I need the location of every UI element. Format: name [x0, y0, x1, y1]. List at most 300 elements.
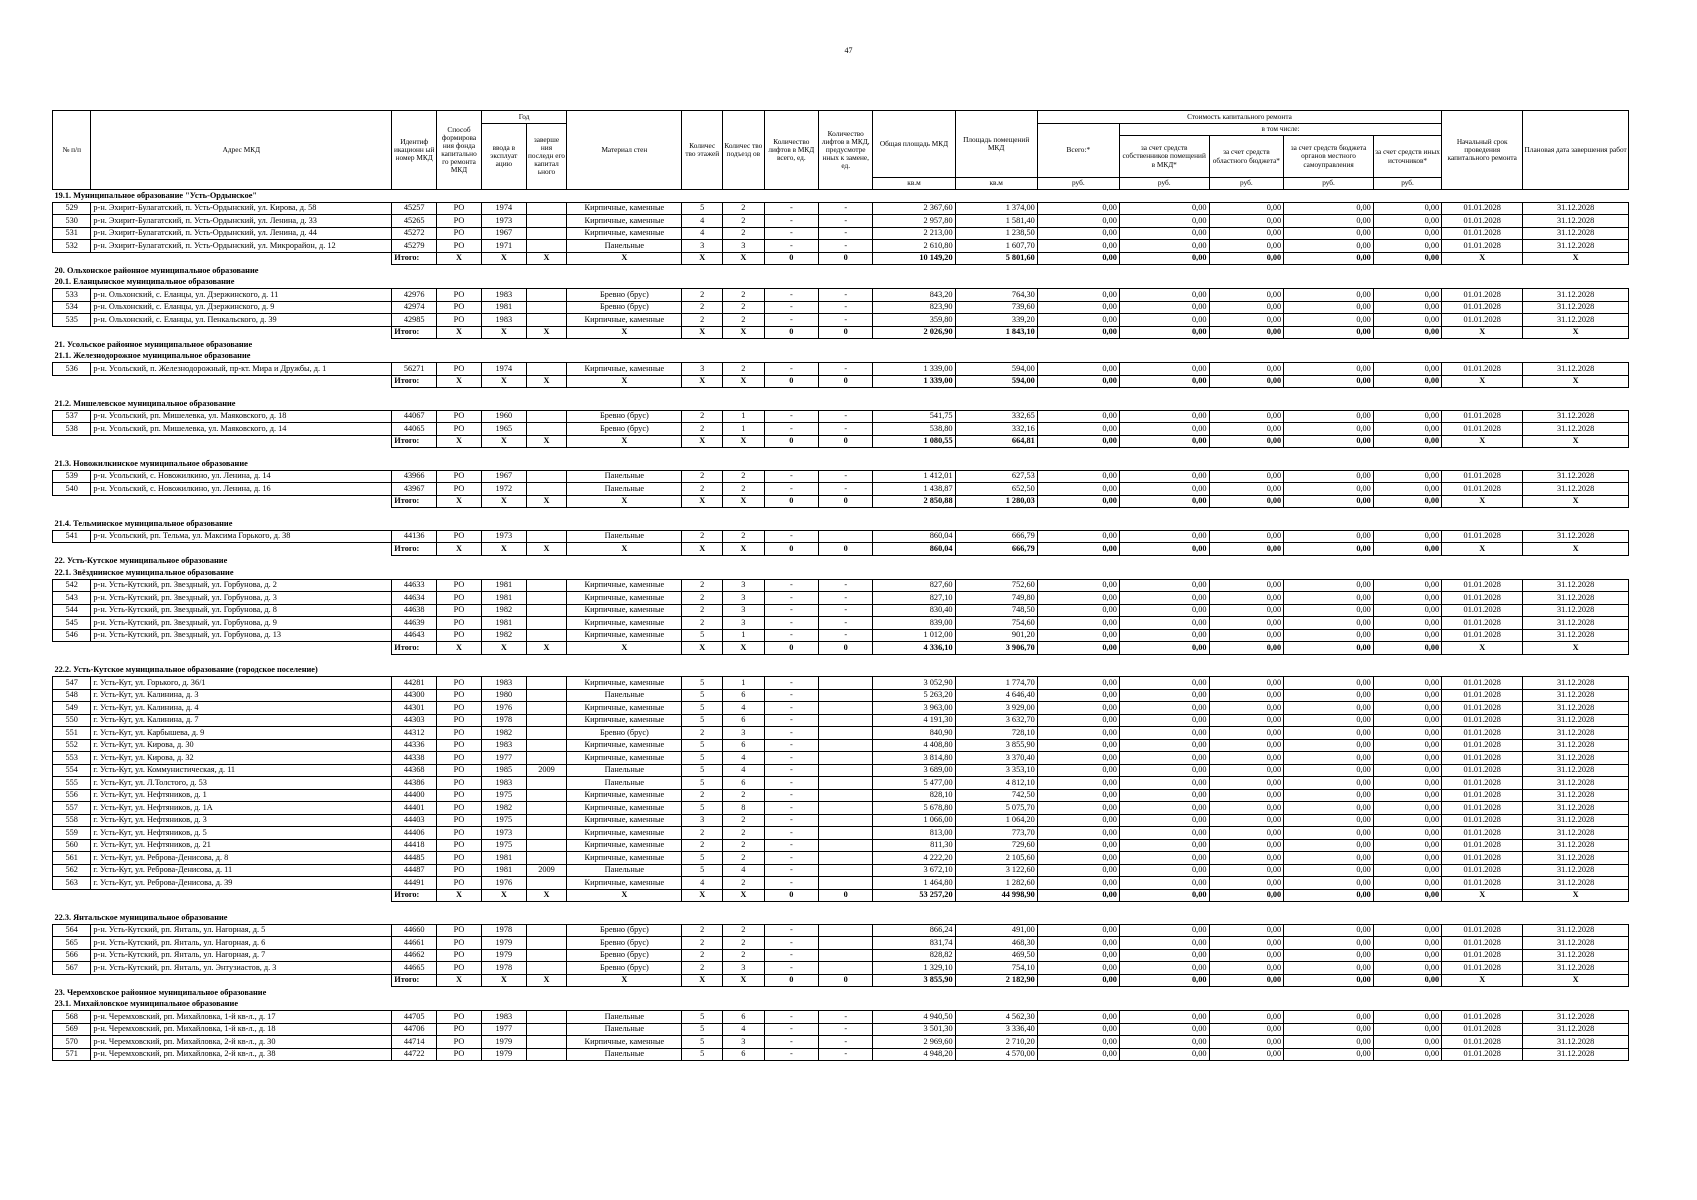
- table-cell: 31.12.2028: [1523, 877, 1629, 890]
- table-cell: 332,65: [955, 410, 1037, 423]
- table-cell: [526, 789, 567, 802]
- table-cell: г. Усть-Кут, ул. Коммунистическая, д. 11: [91, 764, 392, 777]
- table-cell: 0,00: [1284, 839, 1374, 852]
- spacer-row: [53, 654, 1629, 665]
- table-cell: 0,00: [1037, 852, 1119, 865]
- table-cell: 0,00: [1119, 483, 1209, 496]
- table-cell: 1 774,70: [955, 677, 1037, 690]
- table-cell: 01.01.2028: [1442, 827, 1523, 840]
- table-cell: 5: [682, 714, 723, 727]
- section-title: [53, 555, 1629, 567]
- table-cell: 01.01.2028: [1442, 802, 1523, 815]
- table-cell: РО: [437, 777, 482, 790]
- table-cell: 0,00: [1119, 1036, 1209, 1049]
- table-row: [53, 592, 1629, 605]
- table-cell: 546: [53, 629, 91, 642]
- table-cell: 4: [723, 864, 765, 877]
- table-cell: 0,00: [1119, 227, 1209, 240]
- total-cell: 3 906,70: [955, 642, 1037, 655]
- table-cell: 0,00: [1284, 739, 1374, 752]
- section-title: [53, 339, 1629, 351]
- table-cell: -: [819, 629, 873, 642]
- total-cell: X: [723, 326, 765, 339]
- table-cell: 5: [682, 1023, 723, 1036]
- table-cell: [526, 483, 567, 496]
- total-cell: 0,00: [1284, 252, 1374, 265]
- total-cell: X: [526, 543, 567, 556]
- total-cell: X: [437, 435, 482, 448]
- table-cell: 0,00: [1037, 289, 1119, 302]
- total-cell: 0: [764, 326, 818, 339]
- table-cell: 742,50: [955, 789, 1037, 802]
- table-cell: 0,00: [1284, 629, 1374, 642]
- table-cell: 0,00: [1209, 604, 1284, 617]
- table-cell: 0,00: [1119, 363, 1209, 376]
- total-cell: 0,00: [1119, 495, 1209, 508]
- total-cell: 0: [764, 435, 818, 448]
- total-cell: X: [526, 252, 567, 265]
- table-cell: 0,00: [1209, 714, 1284, 727]
- table-cell: 2: [723, 924, 765, 937]
- total-cell: X: [1442, 543, 1523, 556]
- table-cell: 559: [53, 827, 91, 840]
- table-cell: [526, 752, 567, 765]
- table-cell: 01.01.2028: [1442, 483, 1523, 496]
- total-cell: 44 998,90: [955, 889, 1037, 902]
- table-cell: -: [764, 289, 818, 302]
- table-cell: 0,00: [1119, 752, 1209, 765]
- total-label: Итого:: [392, 543, 437, 556]
- table-cell: 569: [53, 1023, 91, 1036]
- table-cell: 01.01.2028: [1442, 530, 1523, 543]
- table-cell: 1 329,10: [873, 962, 955, 975]
- table-cell: 44660: [392, 924, 437, 937]
- table-cell: 5: [682, 677, 723, 690]
- table-row: [53, 839, 1629, 852]
- total-cell: X: [437, 889, 482, 902]
- table-cell: 1983: [481, 677, 526, 690]
- table-cell: 4: [682, 215, 723, 228]
- total-cell: 0,00: [1209, 326, 1284, 339]
- table-cell: 1 464,80: [873, 877, 955, 890]
- table-cell: г. Усть-Кут, ул. Карбышева, д. 9: [91, 727, 392, 740]
- total-cell: X: [723, 543, 765, 556]
- total-cell: X: [1523, 642, 1629, 655]
- col-floors: Количес тво этажей: [682, 111, 723, 190]
- table-cell: -: [764, 579, 818, 592]
- total-row: [53, 435, 1629, 448]
- table-row: [53, 1048, 1629, 1061]
- table-row: [53, 289, 1629, 302]
- table-row: [53, 924, 1629, 937]
- table-cell: 537: [53, 410, 91, 423]
- table-cell: 3: [723, 579, 765, 592]
- table-cell: Бревно (брус): [567, 727, 682, 740]
- table-cell: 1: [723, 677, 765, 690]
- table-cell: [526, 1023, 567, 1036]
- table-cell: 01.01.2028: [1442, 363, 1523, 376]
- table-cell: 0,00: [1209, 727, 1284, 740]
- total-cell: X: [723, 642, 765, 655]
- table-cell: 728,10: [955, 727, 1037, 740]
- table-cell: -: [819, 301, 873, 314]
- table-cell: 1: [723, 423, 765, 436]
- table-cell: 0,00: [1284, 227, 1374, 240]
- table-cell: [526, 1036, 567, 1049]
- total-cell: X: [481, 495, 526, 508]
- table-cell: 0,00: [1209, 629, 1284, 642]
- table-cell: -: [764, 677, 818, 690]
- table-cell: 567: [53, 962, 91, 975]
- table-cell: Кирпичные, каменные: [567, 752, 682, 765]
- table-cell: 0,00: [1373, 410, 1441, 423]
- section-title-text: 22.3. Янтальское муниципальное образование: [54, 912, 228, 922]
- table-cell: 0,00: [1284, 592, 1374, 605]
- total-row-blank: [53, 326, 392, 339]
- table-cell: Кирпичные, каменные: [567, 839, 682, 852]
- table-cell: 0,00: [1284, 579, 1374, 592]
- table-cell: 2: [723, 227, 765, 240]
- table-cell: -: [764, 702, 818, 715]
- table-cell: г. Усть-Кут, ул. Нефтяников, д. 1А: [91, 802, 392, 815]
- unit-area: кв.м: [873, 178, 955, 190]
- table-cell: 31.12.2028: [1523, 363, 1629, 376]
- total-cell: X: [1442, 495, 1523, 508]
- table-cell: 0,00: [1037, 764, 1119, 777]
- table-cell: [526, 470, 567, 483]
- page-number: 47: [844, 46, 853, 55]
- table-cell: 0,00: [1037, 814, 1119, 827]
- table-cell: 01.01.2028: [1442, 1011, 1523, 1024]
- table-cell: 2: [682, 410, 723, 423]
- table-cell: 0,00: [1373, 1048, 1441, 1061]
- table-cell: 01.01.2028: [1442, 227, 1523, 240]
- table-cell: 0,00: [1119, 827, 1209, 840]
- table-cell: 0,00: [1037, 827, 1119, 840]
- table-row: [53, 483, 1629, 496]
- table-cell: 31.12.2028: [1523, 752, 1629, 765]
- total-cell: X: [567, 889, 682, 902]
- table-cell: 31.12.2028: [1523, 1048, 1629, 1061]
- total-cell: 1 280,03: [955, 495, 1037, 508]
- total-cell: X: [526, 495, 567, 508]
- table-cell: р-н. Ольхонский, с. Еланцы, ул. Дзержинского, д. 11: [91, 289, 392, 302]
- table-cell: 0,00: [1284, 864, 1374, 877]
- total-cell: 0: [819, 974, 873, 987]
- table-cell: 31.12.2028: [1523, 702, 1629, 715]
- table-cell: 0,00: [1209, 470, 1284, 483]
- table-cell: [526, 592, 567, 605]
- table-cell: 31.12.2028: [1523, 227, 1629, 240]
- table-cell: 2: [682, 301, 723, 314]
- table-cell: Кирпичные, каменные: [567, 579, 682, 592]
- section-title: [53, 190, 1629, 203]
- table-cell: 538: [53, 423, 91, 436]
- table-cell: 01.01.2028: [1442, 240, 1523, 253]
- table-cell: 0,00: [1209, 215, 1284, 228]
- table-cell: 01.01.2028: [1442, 924, 1523, 937]
- table-cell: 2: [682, 423, 723, 436]
- table-cell: РО: [437, 604, 482, 617]
- table-cell: Панельные: [567, 777, 682, 790]
- section-title-text: 21.3. Новожилкинское муниципальное образование: [54, 458, 248, 468]
- table-cell: 44643: [392, 629, 437, 642]
- table-cell: р-н. Черемховский, рп. Михайловка, 2-й кв-л., д. 38: [91, 1048, 392, 1061]
- table-cell: -: [764, 764, 818, 777]
- total-cell: X: [437, 642, 482, 655]
- table-cell: 2: [723, 314, 765, 327]
- table-cell: -: [819, 363, 873, 376]
- table-cell: 1982: [481, 802, 526, 815]
- table-cell: 44638: [392, 604, 437, 617]
- table-cell: 5: [682, 752, 723, 765]
- table-cell: Панельные: [567, 470, 682, 483]
- table-cell: 0,00: [1373, 301, 1441, 314]
- table-cell: 1982: [481, 604, 526, 617]
- table-cell: -: [819, 202, 873, 215]
- table-cell: 1974: [481, 202, 526, 215]
- table-cell: -: [764, 789, 818, 802]
- table-cell: -: [764, 827, 818, 840]
- table-cell: -: [764, 604, 818, 617]
- table-cell: 44406: [392, 827, 437, 840]
- total-cell: 0,00: [1373, 543, 1441, 556]
- table-cell: Бревно (брус): [567, 301, 682, 314]
- table-cell: 0,00: [1373, 789, 1441, 802]
- table-row: [53, 814, 1629, 827]
- table-cell: 31.12.2028: [1523, 827, 1629, 840]
- table-cell: 2: [682, 949, 723, 962]
- total-cell: X: [567, 543, 682, 556]
- total-cell: X: [723, 375, 765, 388]
- table-cell: 5: [682, 739, 723, 752]
- table-cell: 01.01.2028: [1442, 410, 1523, 423]
- table-cell: 0,00: [1119, 530, 1209, 543]
- table-cell: 01.01.2028: [1442, 301, 1523, 314]
- table-cell: 01.01.2028: [1442, 714, 1523, 727]
- table-cell: 31.12.2028: [1523, 410, 1629, 423]
- total-cell: X: [437, 252, 482, 265]
- total-cell: X: [723, 889, 765, 902]
- table-cell: -: [764, 937, 818, 950]
- total-cell: X: [1523, 974, 1629, 987]
- total-cell: X: [567, 642, 682, 655]
- table-cell: 0,00: [1037, 937, 1119, 950]
- table-cell: 44705: [392, 1011, 437, 1024]
- table-cell: 01.01.2028: [1442, 689, 1523, 702]
- total-cell: X: [1523, 326, 1629, 339]
- table-cell: 0,00: [1373, 752, 1441, 765]
- table-cell: 1974: [481, 363, 526, 376]
- table-cell: 01.01.2028: [1442, 852, 1523, 865]
- table-cell: 339,20: [955, 314, 1037, 327]
- table-cell: 0,00: [1037, 864, 1119, 877]
- table-cell: 31.12.2028: [1523, 814, 1629, 827]
- table-cell: 0,00: [1119, 592, 1209, 605]
- table-cell: Кирпичные, каменные: [567, 314, 682, 327]
- table-cell: 545: [53, 617, 91, 630]
- table-cell: 0,00: [1119, 937, 1209, 950]
- col-year-last: заверше ния последн его капитал ьного: [526, 123, 567, 190]
- table-cell: РО: [437, 1036, 482, 1049]
- table-cell: 535: [53, 314, 91, 327]
- table-cell: 0,00: [1119, 1011, 1209, 1024]
- table-cell: 44662: [392, 949, 437, 962]
- table-cell: РО: [437, 629, 482, 642]
- total-cell: 0,00: [1119, 375, 1209, 388]
- table-cell: 1978: [481, 714, 526, 727]
- col-total-area: Общая площадь МКД: [873, 111, 955, 178]
- table-cell: 0,00: [1119, 789, 1209, 802]
- table-cell: РО: [437, 617, 482, 630]
- table-cell: 31.12.2028: [1523, 714, 1629, 727]
- table-cell: 0,00: [1209, 1011, 1284, 1024]
- table-cell: 558: [53, 814, 91, 827]
- table-cell: 44368: [392, 764, 437, 777]
- total-label: Итого:: [392, 375, 437, 388]
- table-cell: 2: [682, 827, 723, 840]
- table-cell: 0,00: [1037, 202, 1119, 215]
- table-cell: 0,00: [1119, 777, 1209, 790]
- table-cell: 0,00: [1284, 1011, 1374, 1024]
- table-cell: РО: [437, 739, 482, 752]
- table-cell: 831,74: [873, 937, 955, 950]
- table-cell: -: [819, 314, 873, 327]
- table-cell: 0,00: [1373, 629, 1441, 642]
- table-cell: 6: [723, 1048, 765, 1061]
- table-cell: Панельные: [567, 1023, 682, 1036]
- table-cell: 1976: [481, 702, 526, 715]
- table-cell: 0,00: [1119, 289, 1209, 302]
- total-cell: X: [723, 252, 765, 265]
- table-cell: 01.01.2028: [1442, 215, 1523, 228]
- table-cell: [819, 777, 873, 790]
- table-cell: 1983: [481, 314, 526, 327]
- total-cell: X: [567, 495, 682, 508]
- table-cell: 547: [53, 677, 91, 690]
- table-cell: 2: [723, 877, 765, 890]
- table-cell: 3: [723, 617, 765, 630]
- table-cell: 2 610,80: [873, 240, 955, 253]
- table-cell: 0,00: [1119, 814, 1209, 827]
- table-cell: 823,90: [873, 301, 955, 314]
- table-row: [53, 739, 1629, 752]
- table-cell: 31.12.2028: [1523, 289, 1629, 302]
- col-entrances: Количес тво подъезд ов: [723, 111, 765, 190]
- table-cell: 0,00: [1037, 1036, 1119, 1049]
- table-cell: -: [764, 752, 818, 765]
- table-cell: 31.12.2028: [1523, 423, 1629, 436]
- col-address: Адрес МКД: [91, 111, 392, 190]
- total-cell: X: [481, 326, 526, 339]
- table-cell: 541,75: [873, 410, 955, 423]
- table-cell: 01.01.2028: [1442, 579, 1523, 592]
- table-cell: р-н. Усть-Кутский, рп. Звездный, ул. Горбунова, д. 8: [91, 604, 392, 617]
- table-row: [53, 727, 1629, 740]
- total-cell: X: [567, 435, 682, 448]
- table-cell: 0,00: [1119, 423, 1209, 436]
- table-cell: 4: [682, 877, 723, 890]
- table-cell: Кирпичные, каменные: [567, 877, 682, 890]
- table-row: [53, 215, 1629, 228]
- table-cell: 555: [53, 777, 91, 790]
- table-cell: [819, 924, 873, 937]
- table-cell: 561: [53, 852, 91, 865]
- table-cell: 0,00: [1209, 864, 1284, 877]
- total-cell: 0,00: [1037, 543, 1119, 556]
- table-cell: [526, 314, 567, 327]
- table-cell: 554: [53, 764, 91, 777]
- table-cell: РО: [437, 530, 482, 543]
- table-cell: г. Усть-Кут, ул. Нефтяников, д. 21: [91, 839, 392, 852]
- table-cell: 0,00: [1037, 617, 1119, 630]
- table-cell: 0,00: [1037, 877, 1119, 890]
- table-cell: РО: [437, 714, 482, 727]
- table-cell: -: [819, 483, 873, 496]
- table-cell: 2: [723, 363, 765, 376]
- table-cell: 01.01.2028: [1442, 604, 1523, 617]
- table-cell: [526, 949, 567, 962]
- table-cell: [526, 363, 567, 376]
- table-cell: р-н. Усольский, п. Железнодорожный, пр-кт. Мира и Дружбы, д. 1: [91, 363, 392, 376]
- table-cell: 44338: [392, 752, 437, 765]
- table-cell: 557: [53, 802, 91, 815]
- table-cell: 1 438,87: [873, 483, 955, 496]
- table-cell: -: [764, 777, 818, 790]
- table-cell: РО: [437, 240, 482, 253]
- table-cell: 42974: [392, 301, 437, 314]
- table-cell: 0,00: [1284, 702, 1374, 715]
- table-cell: 1979: [481, 1048, 526, 1061]
- table-cell: РО: [437, 289, 482, 302]
- table-cell: р-н. Эхирит-Булагатский, п. Усть-Ордынский, ул. Ленина, д. 44: [91, 227, 392, 240]
- total-row-blank: [53, 435, 392, 448]
- total-cell: X: [1523, 435, 1629, 448]
- table-cell: 0,00: [1284, 852, 1374, 865]
- table-cell: 1 066,00: [873, 814, 955, 827]
- table-cell: 3: [723, 604, 765, 617]
- table-cell: 0,00: [1037, 1048, 1119, 1061]
- table-cell: 0,00: [1284, 289, 1374, 302]
- table-cell: -: [764, 629, 818, 642]
- table-cell: 3 353,10: [955, 764, 1037, 777]
- table-cell: РО: [437, 827, 482, 840]
- table-cell: 2 367,60: [873, 202, 955, 215]
- table-cell: Бревно (брус): [567, 962, 682, 975]
- table-cell: 0,00: [1037, 789, 1119, 802]
- table-cell: 0,00: [1284, 814, 1374, 827]
- table-cell: РО: [437, 924, 482, 937]
- table-cell: [526, 1011, 567, 1024]
- table-cell: 866,24: [873, 924, 955, 937]
- table-cell: 4 191,30: [873, 714, 955, 727]
- table-cell: 1981: [481, 852, 526, 865]
- table-cell: 0,00: [1284, 314, 1374, 327]
- table-cell: 3 370,40: [955, 752, 1037, 765]
- table-cell: -: [764, 483, 818, 496]
- table-cell: 6: [723, 714, 765, 727]
- total-cell: 0: [819, 375, 873, 388]
- col-end: Плановая дата завершения работ: [1523, 111, 1629, 190]
- table-cell: -: [819, 604, 873, 617]
- table-cell: 4: [682, 227, 723, 240]
- table-cell: 543: [53, 592, 91, 605]
- table-cell: р-н. Усть-Кутский, рп. Янталь, ул. Энтузиастов, д. 3: [91, 962, 392, 975]
- table-cell: 44336: [392, 739, 437, 752]
- table-cell: 0,00: [1284, 1048, 1374, 1061]
- table-cell: 1975: [481, 789, 526, 802]
- table-cell: 31.12.2028: [1523, 864, 1629, 877]
